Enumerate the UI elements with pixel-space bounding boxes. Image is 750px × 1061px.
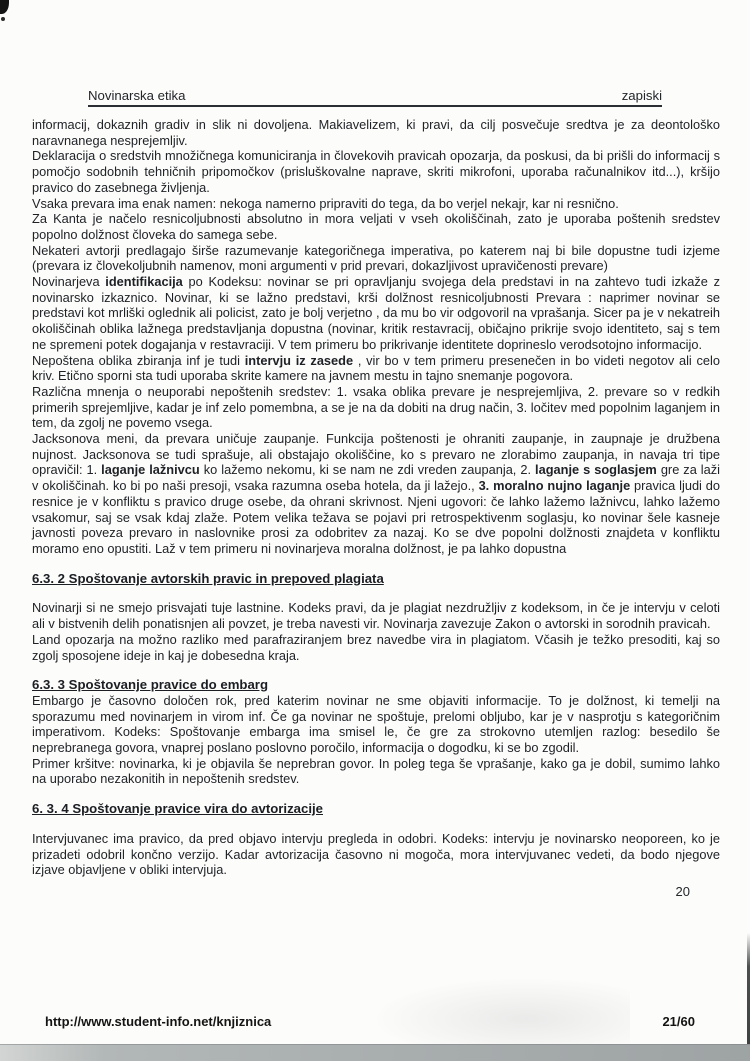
paragraph — [32, 117, 720, 148]
paragraph — [32, 353, 720, 384]
text-run: pravica ljudi do resnice je v konfliktu s pravico druge osebe, da ohrani skrivnost. Njeni ugovori: če lahko lažemo lažnivcu, lahko lažemo vsakomur, saj se vsak kdaj zlaže. Potem velika težava se pojavi pri retrospektivenm soglasju, ko novinar šele kasneje javnosti poveza prevaro in naslovnike prosi za odobritev za nazaj. Ko se dve popolni dolžnosti znajdeta v konfliktu moramo eno opustiti. Laž v tem primeru ni novinarjeva moralna dolžnost, je pa lahko dopustna — [32, 478, 720, 556]
section-heading-text: 6.3. 2 Spoštovanje avtorskih pravic in prepoved plagiata — [32, 570, 384, 586]
bold-text-run: 3. moralno nujno laganje — [478, 478, 631, 494]
header-title: Novinarska etika — [88, 88, 186, 103]
blank-line — [32, 817, 720, 831]
paragraph — [32, 632, 720, 663]
paragraph — [32, 384, 720, 431]
bold-text-run: laganje lažnivcu — [101, 462, 200, 478]
scan-artifact-speck — [1, 17, 5, 21]
paragraph — [32, 756, 720, 787]
header-note: zapiski — [621, 88, 662, 103]
text-run: Nekateri avtorji predlagajo širše razumevanje kategoričnega imperativa, po katerem naj bi bile dopustne tudi izjeme (prevara iz človekoljubnih namenov, moni argumenti v prid prevari, dokazljivost upravičenosti prevare) — [32, 242, 720, 274]
text-run: ko lažemo nekomu, ki se nam ne zdi vreden zaupanja, 2. — [199, 462, 536, 478]
bold-text-run: laganje s soglasjem — [535, 462, 657, 478]
text-run: gre za laži v okoliščinah. ko bi po naši presoji, vsaka razumna oseba hotela, da ji lažejo., — [32, 462, 721, 494]
text-run: Land opozarja na možno razliko med parafraziranjem brez navedbe vira in plagiatom. Včasih je težko presoditi, kaj so zgolj sposojene ideje in kaj je dobesedna kraja. — [32, 631, 720, 663]
text-run: Embargo je časovno določen rok, pred katerim novinar ne sme objaviti informacije. To je dolžnost, ki temelji na sporazumu med novinarjem in virom inf. Če ga novinar ne spoštuje, prelomi obljubo, kar je v nasprotju s kategoričnim imperativom. Kodeks: Spoštovanje embarga ima smisel le, če gre za strokovno utemljen razlog: besedilo še neprebranega govora, vnaprej poslano poslovno poročilo, informacija o dogodku, ki se bo zgodil. — [32, 692, 720, 756]
paragraph — [32, 196, 720, 212]
scan-artifact-bottom-band — [0, 1044, 750, 1061]
text-run: , vir bo v tem primeru presenečen in bo videti negotov ali celo kriv. Etično sporni sta tudi uporaba skrite kamere na javnem mestu in tajno snemanje pogovora. — [32, 352, 720, 384]
text-run: Jacksonova meni, da prevara uničuje zaupanje. Funkcija poštenosti je ohraniti zaupanje, in zaupnaje je družbena nujnost. Jacksonova se tudi sprašuje, ali obstajajo okoliščine, ko s prevaro ne zlorabimo zaupanja, in navaja tri tipe opravičil: 1. — [32, 431, 720, 478]
paragraph — [32, 274, 720, 353]
document-body — [32, 117, 720, 878]
text-run: Različna mnenja o neuporabi nepoštenih sredstev: 1. vsaka oblika prevare je nesprejemljiva, 2. prevare so v redkih primerih sprejemljive, kadar je inf zelo pomembna, a se je na da dobiti na drug način, 3. ločitev med popolnim laganjem in tem, da zgolj ne povemo vsega. — [32, 383, 720, 431]
blank-line — [32, 663, 720, 677]
paragraph — [32, 431, 720, 557]
section-heading-text: 6.3. 3 Spoštovanje pravice do embarg — [32, 677, 268, 693]
paragraph — [32, 211, 720, 242]
text-run: Novinarji si ne smejo prisvajati tuje lastnine. Kodeks pravi, da je plagiat nezdružljiv z kodeksom, in če je intervju v celoti ali v bistvenih delih ponatisnjen ali povzet, je treba navesti vir. Novinarja zavezuje Zakon o avtorski in sorodnih pravicah. — [32, 600, 720, 632]
paragraph — [32, 243, 720, 274]
bold-text-run: identifikacija — [105, 274, 183, 290]
scan-artifact-smudge — [370, 977, 630, 1047]
blank-line — [32, 787, 720, 801]
text-run: Vsaka prevara ima enak namen: nekoga namerno pripraviti do tega, da bo verjel nekajr, kar ni resnično. — [32, 195, 619, 211]
page-header — [88, 88, 662, 107]
bold-text-run: intervju iz zasede — [244, 352, 354, 368]
footer-url: http://www.student-info.net/knjiznica — [45, 1014, 272, 1029]
blank-line — [32, 557, 720, 571]
paragraph — [32, 148, 720, 195]
paragraph — [32, 831, 720, 878]
page-footer — [45, 1014, 695, 1029]
text-run: Novinarjeva — [32, 274, 106, 290]
section-heading — [32, 571, 720, 587]
paragraph — [32, 693, 720, 756]
section-heading-text: 6. 3. 4 Spoštovanje pravice vira do avtorizacije — [32, 801, 323, 817]
blank-line — [32, 586, 720, 600]
text-run: Intervjuvanec ima pravico, da pred objavo intervju pregleda in odobri. Kodeks: intervju je novinarsko neoporeen, ko je prizadeti odobril končno verzijo. Kadar avtorizacija časovno ni mogoča, mora intervjuvanec vedeti, da bodo njegove izjave objavljene v obliki intervjuja. — [32, 830, 720, 878]
footer-pagination: 21/60 — [662, 1014, 695, 1029]
text-run: Za Kanta je načelo resnicoljubnosti absolutno in mora veljati v vseh okoliščinah, zato je uporaba poštenih sredstev popolno dolžnost človeka do samega sebe. — [32, 211, 720, 242]
page-number: 20 — [675, 883, 690, 899]
text-run: po Kodeksu: novinar se pri opravljanju svojega dela predstavi in na zahtevo tudi izkaže z novinarsko izkaznico. Novinar, ki se lažno predstavi, krši dolžnost resnicoljubnosti Prevara : naprimer novinar se predstavi kot mrliški oglednik ali policist, zato je bolj verjetno , da mu bo vir odgovoril na vprašanja. Sicer pa je v nekatreih okoliščinah oblika lažnega predstavljanja dopustna (novinar, kritik restavracij, običajno prikrije svojo identiteto, saj s tem ne spremeni potek dogajanja v restavraciji. V tem primeru bo prikrivanje identitete doprineslo verodsotojno informacijo. — [32, 274, 720, 352]
section-heading — [32, 801, 720, 817]
text-run: Nepoštena oblika zbiranja inf je tudi — [32, 352, 245, 368]
text-run: Primer kršitve: novinarka, ki je objavila še neprebran govor. In poleg tega še vprašanje, kako ga je dobil, sumimo lahko na uporabo nezakonitih in nepoštenih sredstev. — [32, 755, 720, 787]
text-run: Deklaracija o sredstvih množičnega komuniciranja in človekovih pravicah opozarja, da poskusi, da bi prišli do informacij s pomočjo sodobnih tehničnih pripomočkov (prisluškovalne naprave, skriti mikrofoni, uporaba računalnikov itd...), kršijo pravico do zasebnega življenja. — [32, 148, 720, 195]
text-run: informacij, dokaznih gradiv in slik ni dovoljena. Makiavelizem, ki pravi, da cilj posvečuje sredtva je za deontološko naravnanega nesprejemljiv. — [32, 117, 720, 148]
paragraph — [32, 600, 720, 631]
scan-artifact-corner — [0, 0, 9, 14]
section-heading — [32, 677, 720, 693]
